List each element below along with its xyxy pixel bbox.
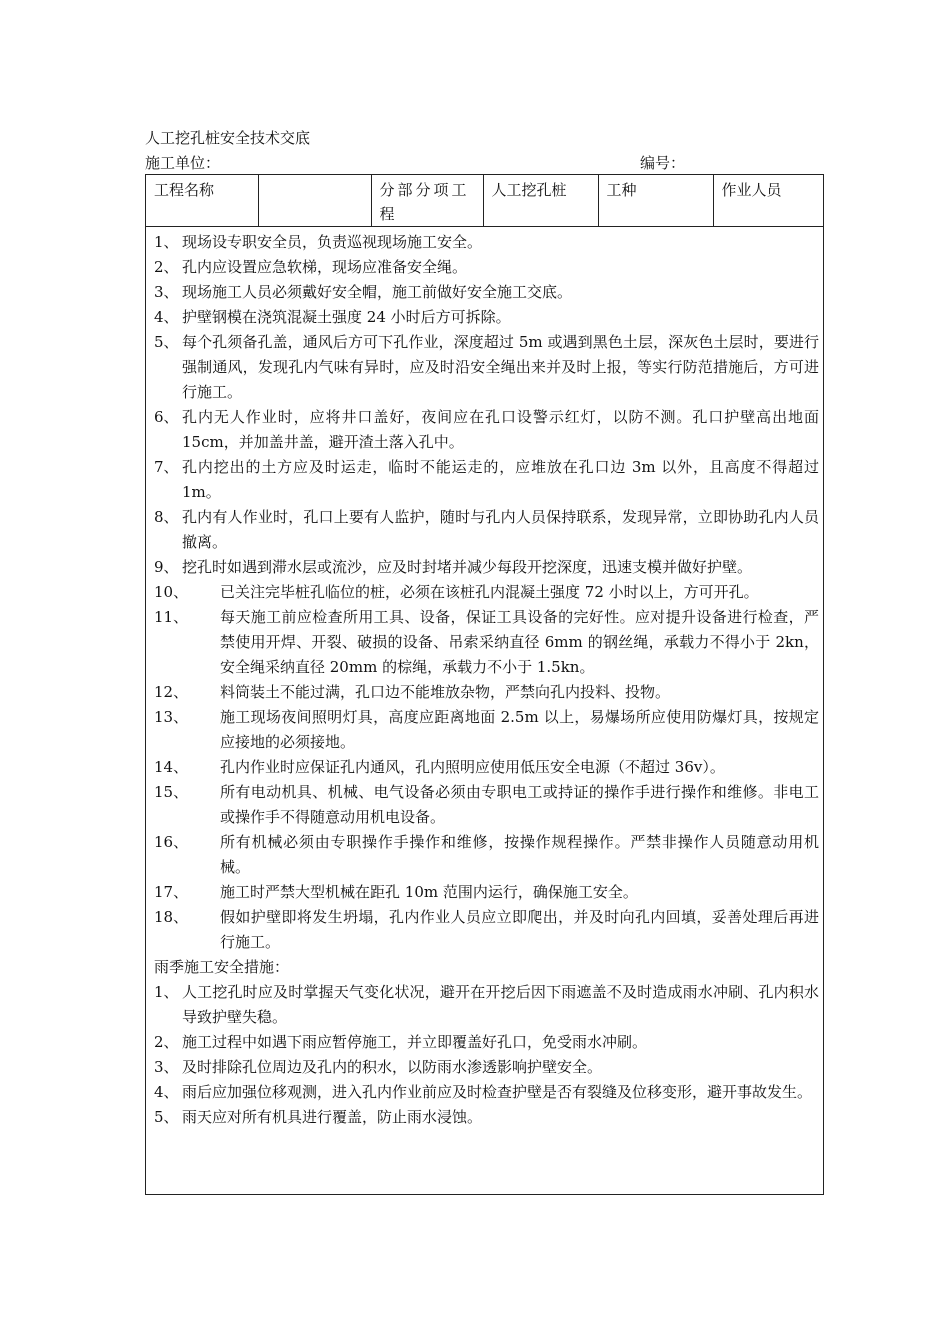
safety-item-number: 14、	[154, 758, 189, 776]
safety-item-number: 6、	[154, 408, 179, 426]
safety-item	[154, 580, 819, 605]
rain-item-text: 雨后应加强位移观测，进入孔内作业前应及时检查护壁是否有裂缝及位移变形，避开事故发生。	[182, 1083, 813, 1101]
safety-item-number: 18、	[154, 908, 189, 926]
header-row	[146, 175, 823, 227]
document-title: 人工挖孔桩安全技术交底	[145, 129, 311, 147]
safety-item	[154, 305, 819, 330]
rain-item-text: 雨天应对所有机具进行覆盖，防止雨水浸蚀。	[182, 1108, 483, 1126]
code-number-label: 编号：	[640, 154, 686, 172]
safety-item-text: 挖孔时如遇到滞水层或流沙，应及时封堵并减少每段开挖深度，迅速支模并做好护壁。	[182, 558, 753, 576]
safety-item	[154, 705, 819, 755]
rain-item	[154, 1055, 819, 1080]
project-name-value	[258, 175, 371, 227]
safety-item	[154, 880, 819, 905]
rain-item-list	[154, 980, 819, 1130]
safety-item-text: 现场施工人员必须戴好安全帽，施工前做好安全施工交底。	[182, 283, 573, 301]
trade-value: 作业人员	[713, 175, 823, 227]
safety-item	[154, 905, 819, 955]
safety-item-text: 所有电动机具、机械、电气设备必须由专职电工或持证的操作手进行操作和维修。非电工或操作手不得随意动用机电设备。	[220, 783, 819, 826]
rain-item	[154, 1030, 819, 1055]
safety-item-number: 2、	[154, 258, 179, 276]
rain-item-number: 1、	[154, 983, 179, 1001]
safety-item-number: 9、	[154, 558, 179, 576]
safety-item-number: 4、	[154, 308, 179, 326]
safety-item-number: 17、	[154, 883, 189, 901]
subproject-value: 人工挖孔桩	[483, 175, 598, 227]
safety-item-text: 孔内作业时应保证孔内通风，孔内照明应使用低压安全电源（不超过 36v）。	[220, 758, 725, 776]
header-table	[146, 175, 823, 227]
trade-label: 工种	[598, 175, 713, 227]
safety-item-text: 护壁钢模在浇筑混凝土强度 24 小时后方可拆除。	[182, 308, 511, 326]
safety-item	[154, 605, 819, 680]
safety-item-text: 所有机械必须由专职操作手操作和维修，按操作规程操作。严禁非操作人员随意动用机械。	[220, 833, 819, 876]
rain-item-text: 人工挖孔时应及时掌握天气变化状况，避开在开挖后因下雨遮盖不及时造成雨水冲刷、孔内积水导致护壁失稳。	[182, 983, 819, 1026]
safety-item-number: 1、	[154, 233, 179, 251]
safety-item-number: 12、	[154, 683, 189, 701]
rain-item	[154, 1105, 819, 1130]
safety-item-text: 孔内挖出的土方应及时运走，临时不能运走的，应堆放在孔口边 3m 以外，且高度不得超过 1m。	[182, 458, 819, 501]
safety-item-number: 10、	[154, 583, 189, 601]
rain-section-title: 雨季施工安全措施：	[154, 958, 290, 976]
safety-item-text: 每个孔须备孔盖，通风后方可下孔作业，深度超过 5m 或遇到黑色土层，深灰色土层时，要进行强制通风，发现孔内气味有异时，应及时沿安全绳出来并及时上报，等实行防范措施后，方可进行施工。	[182, 333, 819, 401]
safety-item-list	[154, 230, 819, 955]
safety-item	[154, 780, 819, 830]
safety-item	[154, 680, 819, 705]
safety-item	[154, 755, 819, 780]
safety-item-number: 16、	[154, 833, 189, 851]
rain-item-number: 3、	[154, 1058, 179, 1076]
safety-item-text: 孔内无人作业时，应将井口盖好，夜间应在孔口设警示红灯，以防不测。孔口护壁高出地面 15cm，并加盖井盖，避开渣土落入孔中。	[182, 408, 819, 451]
safety-item-number: 5、	[154, 333, 179, 351]
safety-item-text: 施工时严禁大型机械在距孔 10m 范围内运行，确保施工安全。	[220, 883, 638, 901]
rain-item-number: 2、	[154, 1033, 179, 1051]
safety-item-text: 孔内应设置应急软梯，现场应准备安全绳。	[182, 258, 468, 276]
subproject-label: 分部分项工程	[371, 175, 483, 227]
rain-item	[154, 1080, 819, 1105]
safety-item-text: 已关注完毕桩孔临位的桩，必须在该桩孔内混凝土强度 72 小时以上，方可开孔。	[220, 583, 759, 601]
safety-item	[154, 280, 819, 305]
safety-item-text: 施工现场夜间照明灯具，高度应距离地面 2.5m 以上，易爆场所应使用防爆灯具，按规定应接地的必须接地。	[220, 708, 819, 751]
disclosure-content	[154, 230, 819, 1130]
rain-item-text: 及时排除孔位周边及孔内的积水，以防雨水渗透影响护壁安全。	[182, 1058, 603, 1076]
safety-item	[154, 830, 819, 880]
safety-item-number: 15、	[154, 783, 189, 801]
safety-item	[154, 330, 819, 405]
safety-item	[154, 505, 819, 555]
safety-item-text: 料筒装土不能过满，孔口边不能堆放杂物，严禁向孔内投料、投物。	[220, 683, 671, 701]
rain-item	[154, 980, 819, 1030]
safety-item-number: 7、	[154, 458, 179, 476]
safety-item	[154, 405, 819, 455]
safety-item-text: 孔内有人作业时，孔口上要有人监护，随时与孔内人员保持联系，发现异常，立即协助孔内人员撤离。	[182, 508, 819, 551]
safety-item	[154, 230, 819, 255]
safety-item-text: 每天施工前应检查所用工具、设备，保证工具设备的完好性。应对提升设备进行检查，严禁使用开焊、开裂、破损的设备、吊索采纳直径 6mm 的钢丝绳，承载力不得小于 2kn，安全绳采纳直径 20mm 的棕绳，承载力不小于 1.5kn。	[220, 608, 819, 676]
safety-item-number: 8、	[154, 508, 179, 526]
safety-item	[154, 455, 819, 505]
safety-item-text: 现场设专职安全员，负责巡视现场施工安全。	[182, 233, 483, 251]
rain-item-number: 5、	[154, 1108, 179, 1126]
construction-unit-label: 施工单位：	[145, 154, 221, 172]
safety-item-number: 13、	[154, 708, 189, 726]
info-row	[145, 152, 825, 174]
safety-item-text: 假如护壁即将发生坍塌，孔内作业人员应立即爬出，并及时向孔内回填，妥善处理后再进行施工。	[220, 908, 819, 951]
safety-item-number: 11、	[154, 608, 189, 626]
safety-item-number: 3、	[154, 283, 179, 301]
safety-item	[154, 555, 819, 580]
disclosure-form	[145, 174, 824, 1195]
rain-item-number: 4、	[154, 1083, 179, 1101]
project-name-label: 工程名称	[146, 175, 258, 227]
safety-item	[154, 255, 819, 280]
rain-item-text: 施工过程中如遇下雨应暂停施工，并立即覆盖好孔口，免受雨水冲刷。	[182, 1033, 648, 1051]
